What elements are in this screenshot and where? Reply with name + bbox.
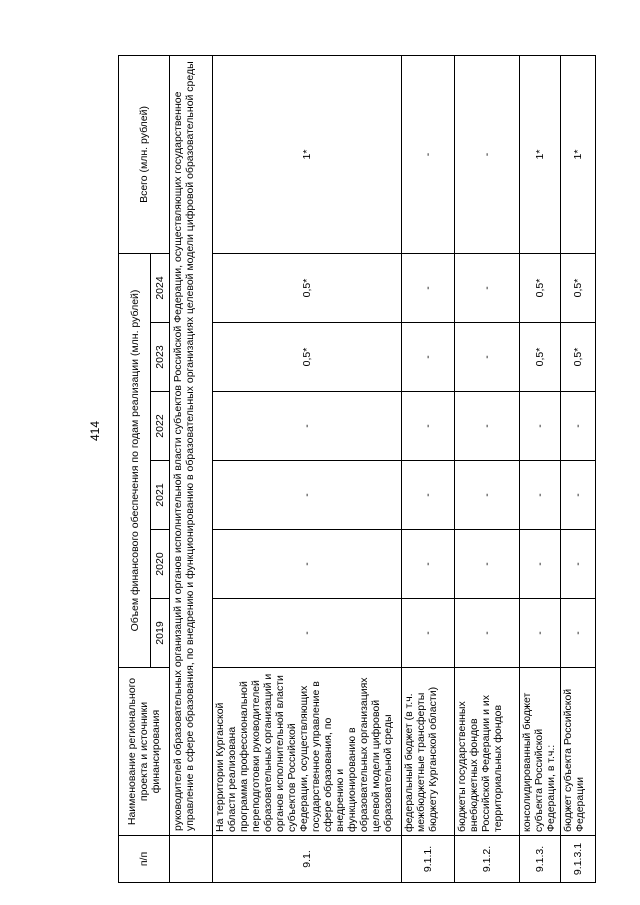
row-value: - [560,392,595,461]
row-num: 9.1.1. [402,836,455,883]
header-year: 2021 [151,461,170,530]
header-year: 2019 [151,599,170,668]
row-value: - [519,392,560,461]
row-name: бюджет субъекта Российской Федерации [560,668,595,836]
row-total: 1* [213,55,402,253]
row-value: - [402,599,455,668]
row-name: бюджеты государственных внебюджетных фондов Российской Федерации и их территориальных фондов [454,668,519,836]
table-row [402,55,455,882]
row-value: - [454,599,519,668]
row-value: - [560,461,595,530]
row-name: консолидированный бюджет субъекта Российской Федерации, в т.ч.: [519,668,560,836]
header-year: 2024 [151,253,170,322]
row-value: 0,5* [213,323,402,392]
row-value: - [402,530,455,599]
table-row [519,55,560,882]
row-value: 0,5* [213,253,402,322]
header-num: п/п [119,836,170,883]
row-name: федеральный бюджет (в т.ч. межбюджетные трансферты бюджету Курганской области) [402,668,455,836]
row-num: 9.1.2. [454,836,519,883]
row-value: - [560,599,595,668]
row-num: 9.1.3. [519,836,560,883]
row-value: 0,5* [560,253,595,322]
page-number: 414 [88,420,102,441]
row-total: 1* [519,55,560,253]
row-value: - [402,253,455,322]
row-value: 0,5* [519,253,560,322]
row-value: - [402,323,455,392]
row-value: - [213,392,402,461]
row-value: - [519,530,560,599]
header-year: 2022 [151,392,170,461]
row-total: 1* [560,55,595,253]
row-name: На территории Курганской области реализована программа профессиональной переподготовки руководителей образовательных организаций и органов исполнительной власти субъектов Российской Федерации, осуществляющих государственное управление в сфере образования, по внедрению и функционированию в образовательных организациях целевой модели цифровой образовательной среды [213,668,402,836]
header-name: Наименование регионального проекта и источники финансирования [119,668,170,836]
section-text: руководителей образовательных организаций и органов исполнительной власти субъектов Российской Федерации, осуществляющих государственное управление в сфере образования, по внедрению и функционированию в образовательных организациях целевой модели цифровой образовательной среды [170,55,213,835]
row-value: - [454,461,519,530]
row-total: - [454,55,519,253]
row-value: - [454,530,519,599]
row-total: - [402,55,455,253]
header-total: Всего (млн. рублей) [119,55,170,253]
row-value: 0,5* [519,323,560,392]
funding-table [118,55,596,883]
row-value: 0,5* [560,323,595,392]
row-value: - [454,323,519,392]
row-value: - [213,599,402,668]
row-value: - [519,461,560,530]
row-num: 9.1. [213,836,402,883]
row-value: - [519,599,560,668]
header-year: 2020 [151,530,170,599]
header-year: 2023 [151,323,170,392]
table-row [454,55,519,882]
row-value: - [454,253,519,322]
row-value: - [560,530,595,599]
section-spacer [170,836,213,883]
rotated-table-container [118,56,596,883]
row-value: - [454,392,519,461]
table-row [560,55,595,882]
row-value: - [402,461,455,530]
row-num: 9.1.3.1 [560,836,595,883]
header-funding: Объем финансового обеспечения по годам реализации (млн. рублей) [119,253,151,667]
row-value: - [402,392,455,461]
row-value: - [213,461,402,530]
row-value: - [213,530,402,599]
table-row [213,55,402,882]
